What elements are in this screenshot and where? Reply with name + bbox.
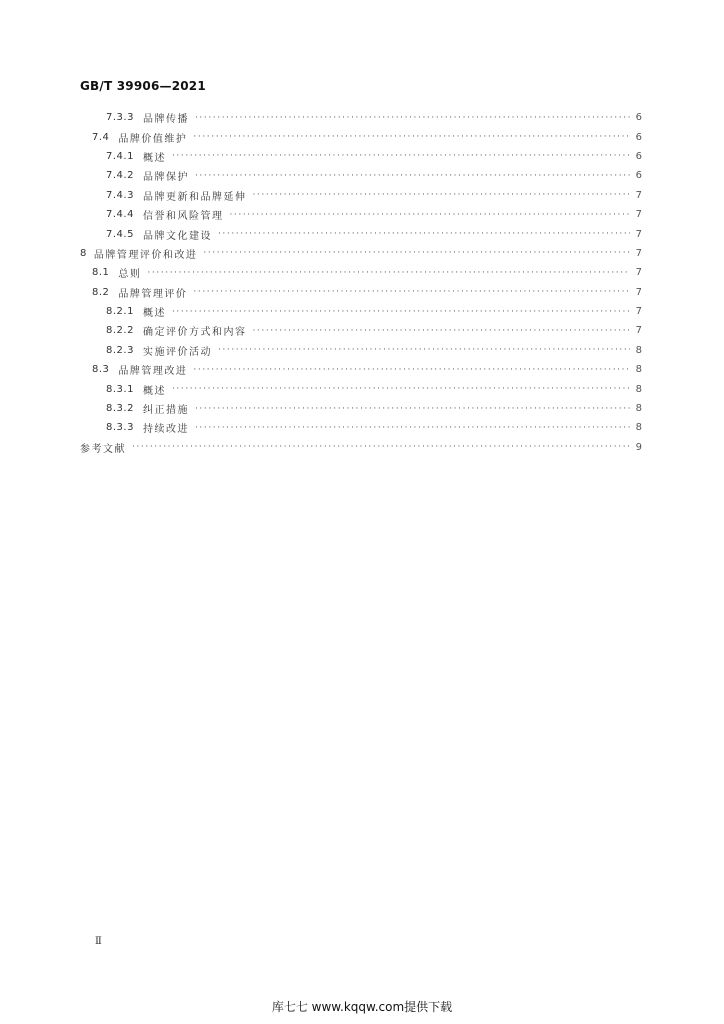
toc-leader-dots <box>193 132 630 142</box>
toc-entry[interactable] <box>80 438 642 457</box>
toc-entry-page: 8 <box>635 364 642 376</box>
toc-entry[interactable] <box>80 108 642 127</box>
toc-leader-dots <box>218 229 630 239</box>
toc-entry-number: 7.4 <box>92 131 110 143</box>
toc-leader-dots <box>193 365 630 375</box>
toc-leader-dots <box>229 210 630 220</box>
toc-leader-dots <box>195 113 630 123</box>
toc-entry-page: 8 <box>635 422 642 434</box>
toc-entry[interactable] <box>80 263 642 282</box>
toc-entry-number: 8.2.2 <box>106 325 134 337</box>
toc-leader-dots <box>147 268 630 278</box>
toc-entry[interactable] <box>80 418 642 437</box>
toc-entry-title: 品牌管理评价 <box>118 288 188 300</box>
standard-code-header: GB/T 39906—2021 <box>80 79 206 93</box>
toc-entry-number: 7.4.3 <box>106 189 134 201</box>
toc-leader-dots <box>172 151 630 161</box>
toc-entry-page: 7 <box>635 247 642 259</box>
toc-entry-page: 6 <box>635 170 642 182</box>
toc-entry[interactable] <box>80 205 642 224</box>
toc-entry-title: 信誉和风险管理 <box>142 211 224 223</box>
toc-leader-dots <box>193 287 630 297</box>
toc-leader-dots <box>132 442 630 452</box>
toc-entry[interactable] <box>80 147 642 166</box>
table-of-contents <box>80 108 642 457</box>
toc-entry[interactable] <box>80 360 642 379</box>
toc-leader-dots <box>203 248 630 258</box>
toc-entry[interactable] <box>80 379 642 398</box>
toc-leader-dots <box>252 190 630 200</box>
toc-entry-title: 品牌管理改进 <box>118 366 188 378</box>
toc-entry[interactable] <box>80 302 642 321</box>
download-footer[interactable]: 库七七 www.kqqw.com提供下载 <box>271 1000 453 1014</box>
toc-entry-number: 8.1 <box>92 267 110 279</box>
toc-entry-number: 7.3.3 <box>106 112 134 124</box>
toc-entry-title: 品牌价值维护 <box>118 133 188 145</box>
toc-entry-page: 8 <box>635 403 642 415</box>
toc-entry[interactable] <box>80 127 642 146</box>
toc-entry-number: 8.3.1 <box>106 383 134 395</box>
toc-entry-page: 7 <box>635 306 642 318</box>
toc-entry-number: 7.4.2 <box>106 170 134 182</box>
toc-entry-page: 7 <box>635 267 642 279</box>
toc-entry-page: 6 <box>635 112 642 124</box>
toc-entry-title: 品牌更新和品牌延伸 <box>142 191 247 203</box>
toc-entry-page: 6 <box>635 150 642 162</box>
toc-entry-number: 7.4.4 <box>106 209 134 221</box>
toc-entry-page: 8 <box>635 383 642 395</box>
toc-entry-page: 7 <box>635 209 642 221</box>
toc-entry-title: 品牌传播 <box>142 114 189 126</box>
toc-entry[interactable] <box>80 399 642 418</box>
toc-entry-page: 7 <box>635 325 642 337</box>
toc-leader-dots <box>172 384 630 394</box>
toc-entry[interactable] <box>80 224 642 243</box>
toc-entry-number: 8 <box>80 247 87 259</box>
toc-entry-title: 纠正措施 <box>142 405 189 417</box>
toc-entry-page: 7 <box>635 189 642 201</box>
toc-entry-page: 7 <box>635 286 642 298</box>
toc-entry[interactable] <box>80 244 642 263</box>
toc-leader-dots <box>218 345 630 355</box>
toc-leader-dots <box>195 404 630 414</box>
toc-entry[interactable] <box>80 321 642 340</box>
toc-entry-number: 8.3.2 <box>106 403 134 415</box>
toc-entry-number: 8.2.1 <box>106 306 134 318</box>
toc-entry-number: 8.2 <box>92 286 110 298</box>
toc-entry-title: 持续改进 <box>142 424 189 436</box>
page-number: Ⅱ <box>95 936 102 947</box>
toc-entry-title: 品牌文化建设 <box>142 230 212 242</box>
toc-entry-title: 品牌管理评价和改进 <box>93 249 198 261</box>
toc-entry-page: 7 <box>635 228 642 240</box>
toc-entry-number: 8.3 <box>92 364 110 376</box>
toc-entry[interactable] <box>80 283 642 302</box>
toc-leader-dots <box>172 307 630 317</box>
toc-entry-title: 概述 <box>142 308 166 320</box>
toc-entry-page: 6 <box>635 131 642 143</box>
toc-entry-title: 概述 <box>142 385 166 397</box>
toc-entry-title: 参考文献 <box>80 443 126 455</box>
toc-entry[interactable] <box>80 166 642 185</box>
toc-leader-dots <box>195 423 630 433</box>
toc-entry-page: 9 <box>635 441 642 453</box>
toc-entry-number: 8.3.3 <box>106 422 134 434</box>
toc-entry-title: 确定评价方式和内容 <box>142 327 247 339</box>
toc-entry[interactable] <box>80 341 642 360</box>
toc-leader-dots <box>252 326 630 336</box>
toc-entry-page: 8 <box>635 344 642 356</box>
toc-entry-number: 7.4.1 <box>106 150 134 162</box>
toc-entry-number: 8.2.3 <box>106 344 134 356</box>
toc-entry-title: 实施评价活动 <box>142 346 212 358</box>
toc-entry-number: 7.4.5 <box>106 228 134 240</box>
toc-leader-dots <box>195 171 630 181</box>
toc-entry-title: 品牌保护 <box>142 172 189 184</box>
toc-entry-title: 概述 <box>142 152 166 164</box>
toc-entry-title: 总则 <box>118 269 142 281</box>
toc-entry[interactable] <box>80 186 642 205</box>
